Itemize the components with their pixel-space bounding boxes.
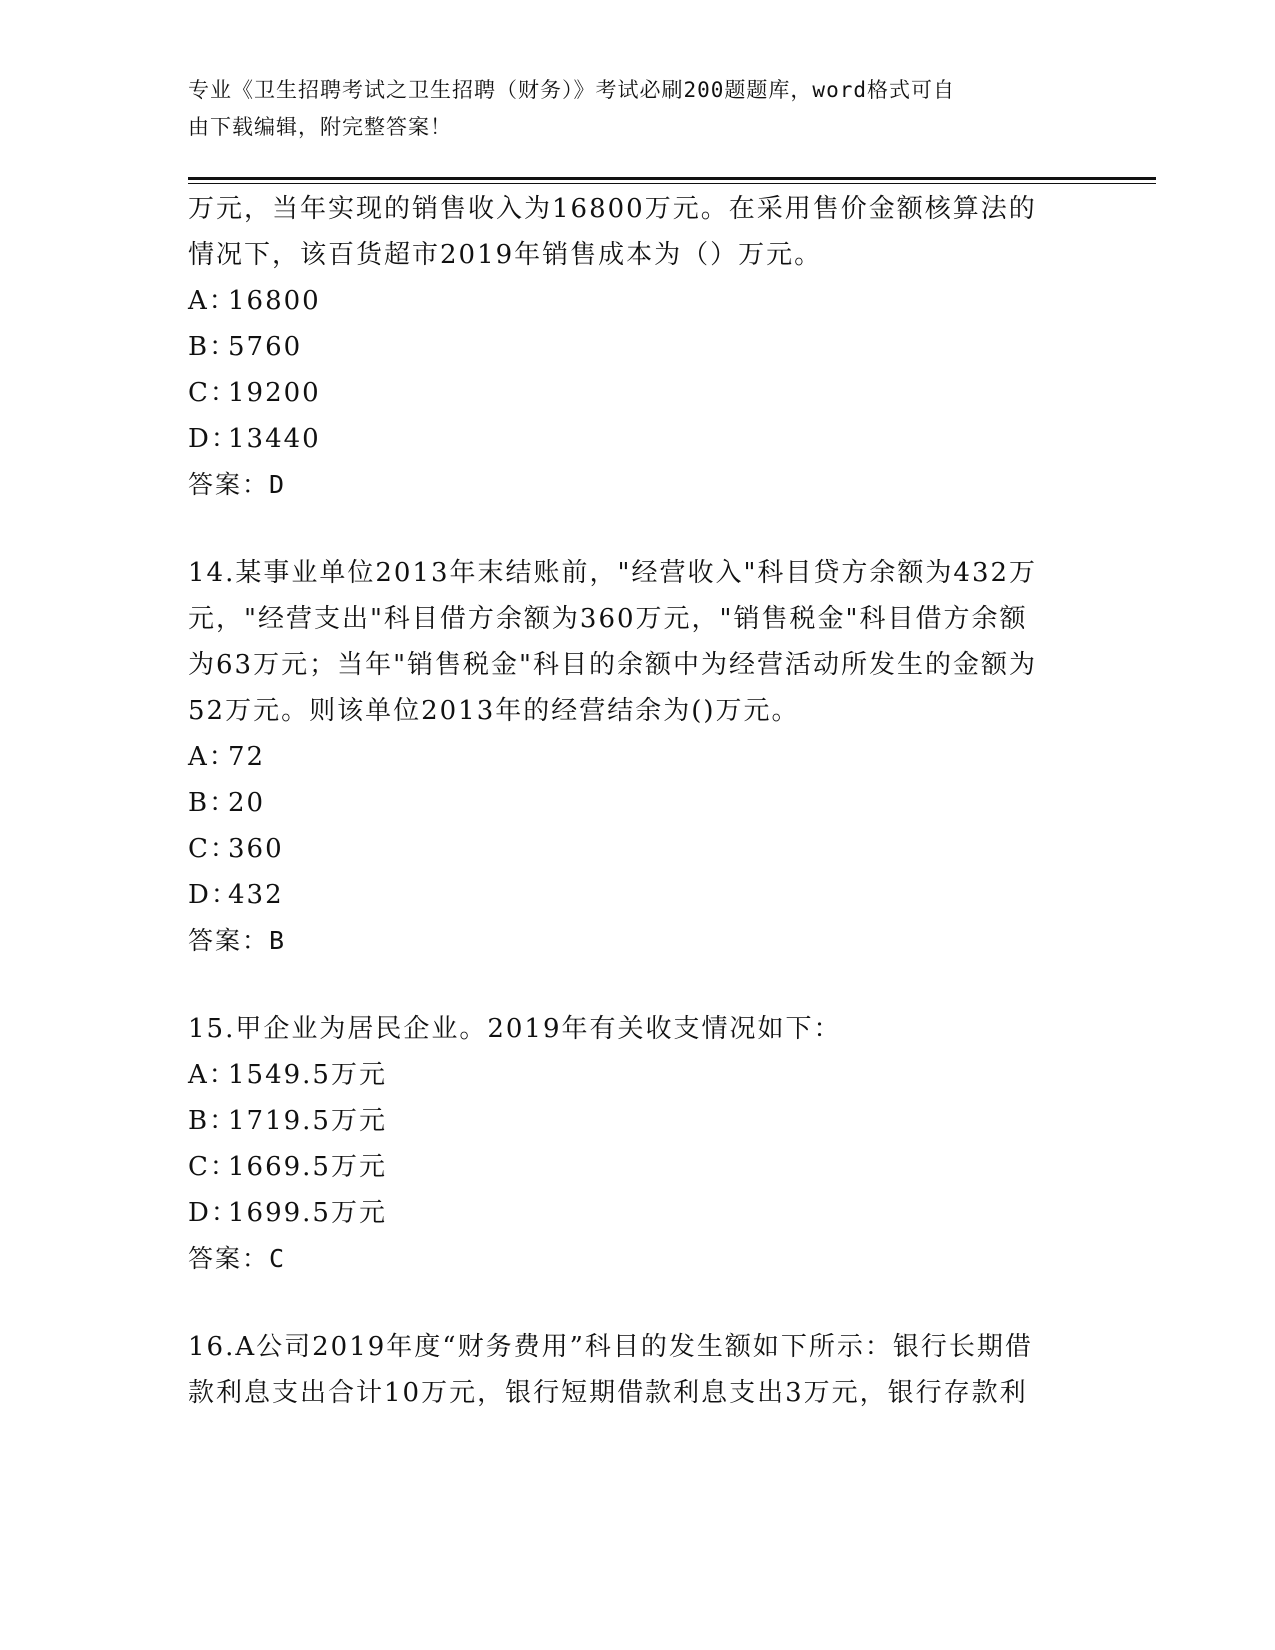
question-text-line: 52万元。则该单位2013年的经营结余为()万元。 xyxy=(188,696,800,726)
answer-line: 答案：D xyxy=(188,470,287,499)
option-text: 360 xyxy=(228,834,284,864)
option-text: 72 xyxy=(228,742,266,772)
option-label: C： xyxy=(188,1152,238,1182)
header-line-2: 由下载编辑，附完整答案！ xyxy=(188,115,452,139)
answer-line: 答案：B xyxy=(188,926,287,955)
option-text: 20 xyxy=(228,788,266,818)
option-text: 1669.5万元 xyxy=(228,1152,387,1182)
header-line-1: 专业《卫生招聘考试之卫生招聘（财务）》考试必刷200题题库，word格式可自 xyxy=(188,78,955,102)
question-15 xyxy=(188,1006,1088,1282)
option-b xyxy=(188,1098,1088,1144)
option-b xyxy=(188,780,1088,826)
option-text: 432 xyxy=(228,880,284,910)
question-text-line: 16.A公司2019年度“财务费用”科目的发生额如下所示：银行长期借 xyxy=(188,1332,1033,1362)
question-text-line: 元，"经营支出"科目借方余额为360万元，"销售税金"科目借方余额 xyxy=(188,604,1028,634)
option-label: B： xyxy=(188,332,238,362)
question-text-line: 情况下，该百货超市2019年销售成本为（）万元。 xyxy=(188,240,823,270)
option-a xyxy=(188,734,1088,780)
option-label: A： xyxy=(188,286,237,316)
option-text: 13440 xyxy=(228,424,321,454)
question-content xyxy=(188,186,1088,1416)
header-divider-thin xyxy=(188,183,1156,184)
option-text: 1719.5万元 xyxy=(228,1106,387,1136)
option-d xyxy=(188,872,1088,918)
header-divider-thick xyxy=(188,177,1156,180)
option-c xyxy=(188,1144,1088,1190)
option-text: 16800 xyxy=(228,286,321,316)
option-c xyxy=(188,826,1088,872)
option-a xyxy=(188,278,1088,324)
question-text-line: 为63万元；当年"销售税金"科目的余额中为经营活动所发生的金额为 xyxy=(188,650,1038,680)
answer-line: 答案：C xyxy=(188,1244,287,1273)
option-label: D： xyxy=(188,424,239,454)
question-text-line: 14.某事业单位2013年末结账前，"经营收入"科目贷方余额为432万 xyxy=(188,558,1038,588)
option-label: A： xyxy=(188,742,237,772)
option-label: B： xyxy=(188,1106,238,1136)
document-header xyxy=(188,72,1068,146)
question-text-line: 款利息支出合计10万元，银行短期借款利息支出3万元，银行存款利 xyxy=(188,1378,1028,1408)
option-label: B： xyxy=(188,788,238,818)
question-14 xyxy=(188,550,1088,964)
option-b xyxy=(188,324,1088,370)
option-c xyxy=(188,370,1088,416)
option-a xyxy=(188,1052,1088,1098)
option-label: C： xyxy=(188,834,238,864)
option-text: 1549.5万元 xyxy=(228,1060,387,1090)
option-label: C： xyxy=(188,378,238,408)
option-text: 1699.5万元 xyxy=(228,1198,387,1228)
question-13 xyxy=(188,186,1088,508)
option-d xyxy=(188,1190,1088,1236)
question-16 xyxy=(188,1324,1088,1416)
option-label: D： xyxy=(188,1198,239,1228)
option-label: A： xyxy=(188,1060,237,1090)
option-text: 19200 xyxy=(228,378,321,408)
question-text-line: 万元，当年实现的销售收入为16800万元。在采用售价金额核算法的 xyxy=(188,194,1037,224)
option-text: 5760 xyxy=(228,332,303,362)
option-d xyxy=(188,416,1088,462)
option-label: D： xyxy=(188,880,239,910)
question-text-line: 15.甲企业为居民企业。2019年有关收支情况如下： xyxy=(188,1014,842,1044)
